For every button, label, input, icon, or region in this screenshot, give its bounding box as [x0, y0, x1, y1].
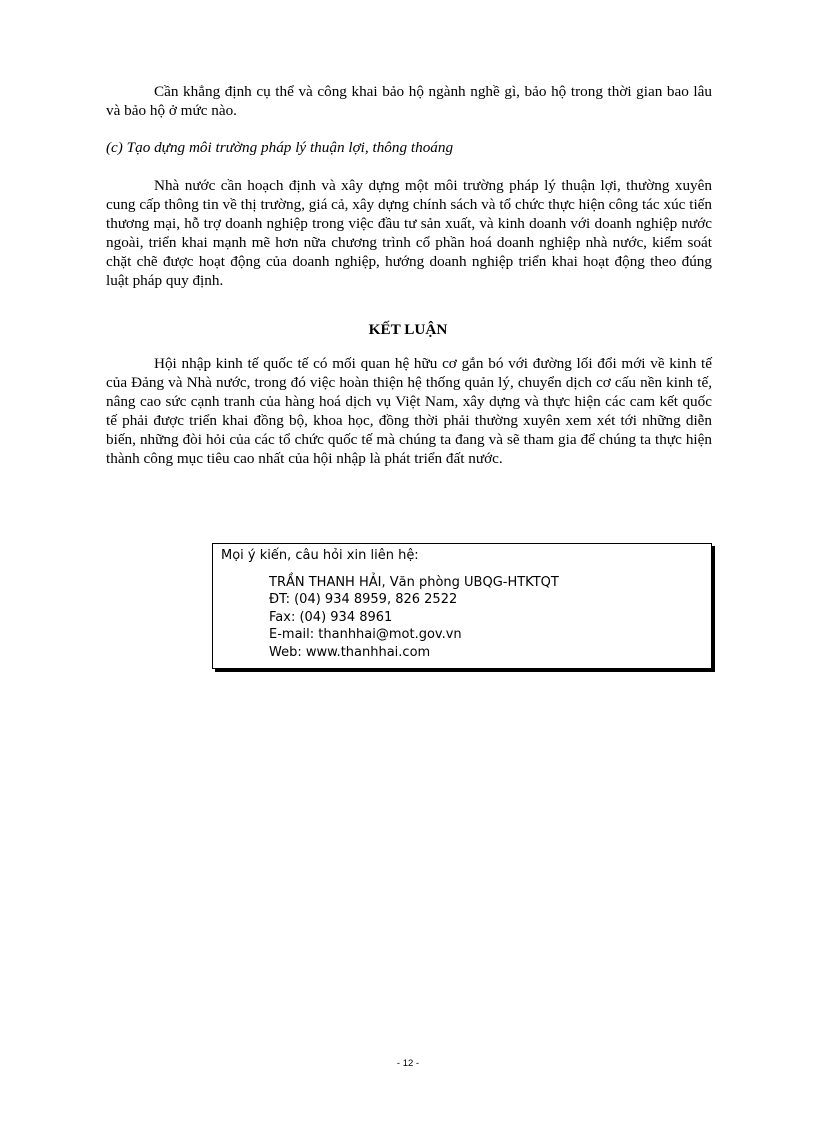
contact-fax: Fax: (04) 934 8961 [269, 609, 393, 625]
contact-intro: Mọi ý kiến, câu hỏi xin liên hệ: [221, 548, 419, 563]
page-number: - 12 - [396, 1058, 420, 1069]
paragraph-conclusion: Hội nhập kinh tế quốc tế có mối quan hệ hữu cơ gắn bó với đường lối đổi mới về kinh tế của Đảng và Nhà nước, trong đó việc hoàn thiện hệ thống quản lý, chuyển dịch cơ cấu nền kinh tế, nâng cao sức cạnh tranh của hàng hoá dịch vụ Việt Nam, xây dựng và thực hiện các cam kết quốc tế phải được triển khai đồng bộ, khoa học, đồng thời phải thường xuyên xem xét tới những diễn biến, những đòi hỏi của các tổ chức quốc tế mà chúng ta đang và sẽ tham gia để chúng ta thực hiện thành công mục tiêu cao nhất của hội nhập là phát triển đất nước. [106, 355, 712, 467]
contact-website[interactable]: Web: www.thanhhai.com [269, 644, 431, 660]
contact-box [212, 543, 712, 669]
conclusion-heading: KẾT LUẬN [368, 321, 448, 338]
paragraph-protection: Cần khẳng định cụ thể và công khai bảo hộ ngành nghề gì, bảo hộ trong thời gian bao lâu và bảo hộ ở mức nào. [106, 83, 712, 119]
section-subheading: (c) Tạo dựng môi trường pháp lý thuận lợi, thông thoáng [106, 139, 454, 156]
paragraph-legal-environment: Nhà nước cần hoạch định và xây dựng một môi trường pháp lý thuận lợi, thường xuyên cung cấp thông tin về thị trường, giá cả, xây dựng chính sách và tổ chức thực hiện công tác xúc tiến thương mại, hỗ trợ doanh nghiệp trong việc đầu tư sản xuất, và kinh doanh với doanh nghiệp nước ngoài, triển khai mạnh mẽ hơn nữa chương trình cổ phần hoá doanh nghiệp nhà nước, kiểm soát chặt chẽ được hoạt động của doanh nghiệp, hướng doanh nghiệp triển khai hoạt động theo đúng luật pháp quy định. [106, 177, 712, 289]
contact-email[interactable]: E-mail: thanhhai@mot.gov.vn [269, 627, 462, 642]
contact-name: TRẦN THANH HẢI, Văn phòng UBQG-HTKTQT [269, 574, 559, 590]
contact-phone: ĐT: (04) 934 8959, 826 2522 [269, 592, 458, 607]
